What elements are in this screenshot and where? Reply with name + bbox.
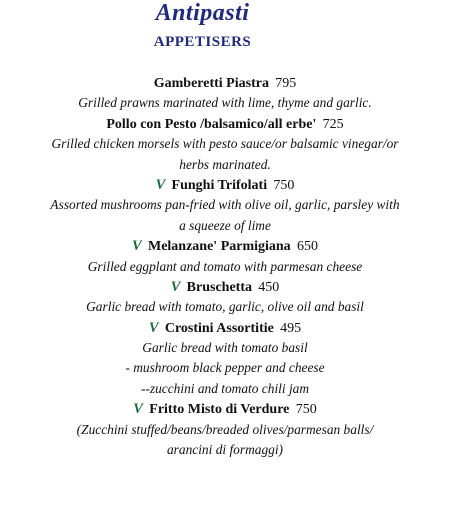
vegetarian-marker: V (155, 176, 166, 193)
menu-item-heading (0, 277, 450, 297)
item-price: 650 (296, 239, 318, 255)
item-description: Grilled eggplant and tomato with parmesan cheese (87, 258, 363, 274)
item-price: 750 (273, 177, 295, 193)
item-price: 725 (322, 116, 344, 132)
item-description: --zucchini and tomato chili jam (140, 380, 310, 396)
item-name: Crostini Assortitie (164, 320, 274, 336)
item-description: Garlic bread with tomato basil (142, 340, 308, 356)
menu-item-heading (0, 399, 450, 419)
item-price: 750 (295, 402, 317, 418)
vegetarian-marker: V (170, 278, 181, 295)
item-price: 450 (258, 279, 280, 295)
item-name: Melanzane' Parmigiana (147, 239, 291, 255)
menu-item-heading (0, 236, 450, 256)
item-price: 495 (280, 320, 302, 336)
vegetarian-marker: V (132, 238, 142, 255)
item-name: Funghi Trifolati (171, 177, 268, 193)
menu-item-heading (0, 73, 450, 93)
menu-subtitle: APPETISERS (153, 34, 252, 50)
menu-item-heading (0, 318, 450, 338)
item-description: a squeeze of lime (179, 217, 271, 233)
item-description: (Zucchini stuffed/beans/breaded olives/parmesan balls/ (76, 421, 374, 437)
vegetarian-marker: V (148, 319, 159, 336)
item-description: Grilled chicken morsels with pesto sauce/or balsamic vinegar/or (51, 136, 399, 152)
menu-title: Antipasti (155, 0, 250, 26)
item-name: Pollo con Pesto /balsamico/all erbe' (106, 116, 317, 132)
menu-item-heading (0, 114, 450, 134)
menu-item-heading (0, 175, 450, 195)
item-description: - mushroom black pepper and cheese (125, 360, 325, 376)
item-description: arancini di formaggi) (166, 442, 284, 458)
vegetarian-marker: V (133, 401, 143, 418)
item-description: Assorted mushrooms pan-fried with olive oil, garlic, parsley with (50, 197, 400, 213)
item-name: Gamberetti Piastra (153, 76, 269, 91)
item-description: herbs marinated. (179, 156, 271, 172)
item-description: Garlic bread with tomato, garlic, olive oil and basil (86, 299, 364, 315)
item-description: Grilled prawns marinated with lime, thyme and garlic. (78, 95, 372, 111)
item-price: 795 (275, 76, 297, 91)
item-name: Fritto Misto di Verdure (149, 402, 290, 418)
menu-items (0, 73, 450, 460)
item-name: Bruschetta (186, 279, 252, 295)
